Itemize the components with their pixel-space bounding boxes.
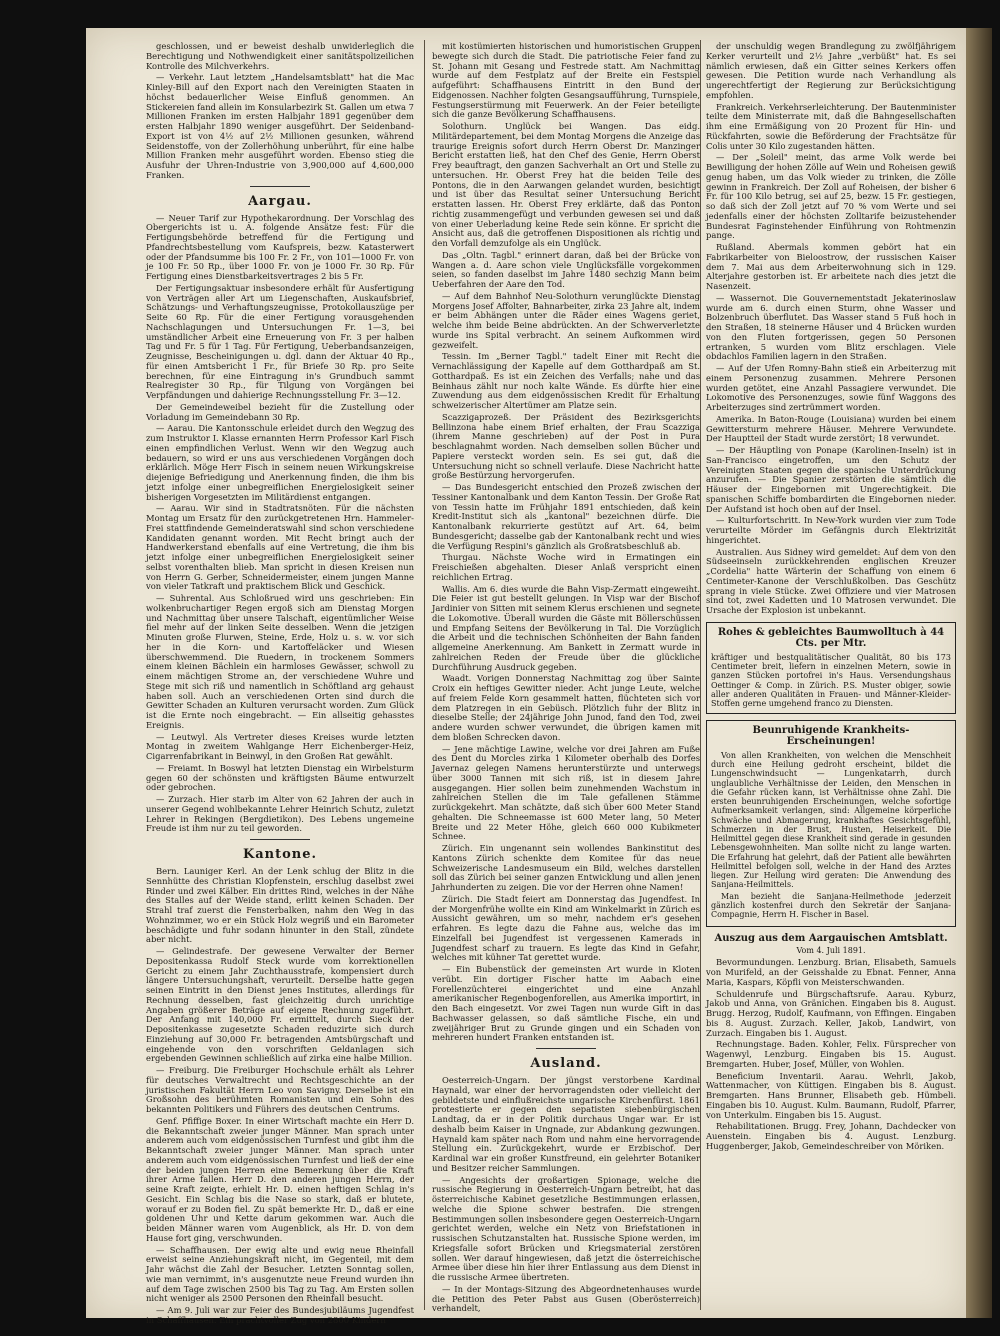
separator — [536, 1048, 596, 1049]
article-paragraph: Tessin. Im „Berner Tagbl." tadelt Einer mit Recht die Vernachlässigung der Kapelle auf dem Gotthardpaß am St. Gotthardpaß. Es ist ein Zeichen des Verfalls; nahe und das Beinhaus zählt nur noch kalte Wände. Es dürfte hier eine Zuwendung aus dem eidgenössischen Kredit für Erhaltung schweizerischer Altertümer am Platze sein. — [432, 351, 700, 410]
article-paragraph: — Freiamt. In Boswyl hat letzten Dienstag ein Wirbelsturm gegen 60 der schönsten und kräftigsten Bäume entwurzelt oder gebrochen. — [146, 762, 414, 793]
ad-title: Beunruhigende Krankheits-Erscheinungen! — [752, 724, 910, 748]
article-paragraph: — Jene mächtige Lawine, welche vor drei Jahren am Fuße des Dent du Morcles zirka 1 Kilometer oberhalb des Dorfes Javernaz gelegen Namens herunterstürzte und unterwegs über 3000 Tannen mit sich riß, ist in diesem Jahre ausgegangen. Hier sollen beim zunehmenden Wachstum in zahlreichen Stellen die im Tale gefallenen Stämme zurückgekehrt. Man schätzte, daß sich über 600 Meter Stand gehalten. Die Schneemasse ist 600 Meter lang, 50 Meter Breite und 22 Meter Höhe, gleich 660 000 Kubikmeter Schnee. — [432, 743, 700, 842]
article-paragraph: der unschuldig wegen Brandlegung zu zwölfjährigem Kerker verurteilt und 2½ Jahre „verbüßt" hat. Es sei nämlich erwiesen, daß ein Gitter seines Kerkers offen gewesen. Die Petition wurde nach Verhandlung als ungerechtfertigt der Regierung zur Berücksichtigung empfohlen. — [706, 41, 956, 100]
section-heading-aargau: Aargau. — [248, 193, 312, 209]
article-paragraph: — Das Bundesgericht entschied den Prozeß zwischen der Tessiner Kantonalbank und dem Kanton Tessin. Der Große Rat von Tessin hatte im Frühjahr 1891 entschieden, daß kein Kredit-Institut sich als „kantonal" bezeichnen dürfe. Die Kantonalbank rekurrierte gestützt auf Art. 64, beim Bundesgericht; dasselbe gab der Kantonalbank recht und wies die Verfügung Respini's gänzlich als Großratsbeschluß ab. — [432, 482, 700, 551]
column-2 — [432, 42, 700, 1316]
notice-paragraph: Beneficium Inventarii. Aarau. Wehrli, Jakob, Wattenmacher, von Küttigen. Eingaben bis 8. August. Bremgarten. Hans Brunner, Elisabeth geb. Hümbeli. Eingaben bis 10. August. Kulm. Baumann, Rudolf, Pfarrer, von Unterkulm. Eingaben bis 15. August. — [706, 1070, 956, 1120]
book-spine — [966, 28, 992, 1318]
section-heading-ausland: Ausland. — [530, 1056, 602, 1071]
article-paragraph: geschlossen, und er beweist deshalb unwiderleglich die Berechtigung und Nothwendigkeit einer sanitätspolizeilichen Kontrolle des Milchverkehrs. — [146, 41, 414, 71]
article-paragraph: — Auf dem Bahnhof Neu-Solothurn verunglückte Dienstag Morgens Josef Affolter, Bahnarbeiter, zirka 23 Jahre alt, indem er beim Abhängen unter die Räder eines Wagens geriet, welche ihm beide Beine abdrückten. An der Schwerverletzte wurde ins Spital verbracht. An seinem Aufkommen wird gezweifelt. — [432, 290, 700, 350]
article-paragraph: — Angesichts der großartigen Spionage, welche die russische Regierung in Oesterreich-Ungarn betreibt, hat das österreichische Kabinet gesetzliche Bestimmungen erlassen, welche die Spione schwer bestrafen. Die strengen Bestimmungen sollen insbesondere gegen Oesterreich-Ungarn gerichtet werden, welche ein Netz von Briefstationen in russischen Schutzanstalten hat. Russische Spione werden, im Kriegsfalle sofort Brücken und Kriegsmaterial zerstören sollen. Wer darauf hingewiesen, daß jetzt die österreichische Armee über diese hin hier ihrer Entlassung aus dem Dienst in die russische Armee übertreten. — [432, 1174, 700, 1283]
notice-paragraph: Rehabilitationen. Brugg. Frey, Johann, Dachdecker von Auenstein. Eingaben bis 4. August. Lenzburg. Huggenberger, Jakob, Gemeindeschreiber von Möriken. — [706, 1121, 956, 1151]
separator — [250, 839, 310, 840]
article-paragraph: — Zurzach. Hier starb im Alter von 62 Jahren der auch in unserer Gegend wohlbekannte Lehrer Heinrich Schutz, zuletzt Lehrer in Rekingen (Bergdietikon). Des Lebens ungemeine Freude ist ihm nur zu teil geworden. — [146, 794, 414, 834]
ad-title: Rohes & gebleichtes Baumwolltuch à 44 Cts. per Mtr. — [717, 626, 945, 650]
article-paragraph: Das „Oltn. Tagbl." erinnert daran, daß bei der Brücke von Wangen a. d. Aare schon viele Unglücksfälle vorgekommen seien, so fanden daselbst im Jahre 1480 sechzig Mann beim Ueberfahren der Aare den Tod. — [432, 249, 700, 289]
section-heading-kantone: Kantone. — [242, 847, 318, 863]
ad-paragraph: Man bezieht die Sanjana-Heilmethode jederzeit gänzlich kostenfrei durch den Sekretär der Sanjana-Compagnie, Herrn H. Fischer in Basel. — [711, 891, 951, 920]
article-paragraph: Rußland. Abermals kommen gebört hat ein Fabrikarbeiter von Bieloostrow, der russischen Kaiser dem 7. Mai aus dem Arbeiterwohnung sich in 129. Alterjahre gestorben ist. Er arbeitete nach dies jetzt die Nasenzeit. — [706, 242, 956, 291]
article-paragraph: Oesterreich-Ungarn. Der jüngst verstorbene Kardinal Haynald, war einer der hervorragendsten oder vielleicht der gebildetste und einflußreichste ungarische Kirchenfürst. 1861 protestierte er gegen den sepatisten siebenbürgischen Landtag, da er in der Politik durchaus Ungar war. Er ist deshalb beim Kaiser in Ungnade, zur Abdankung gezwungen. Haynald kam später nach Rom und nahm eine hervorragende Stellung ein. Zurückgekehrt, wurde er Erzbischof. Der Kardinal war ein großer Kunstfreund, ein gelehrter Botaniker und Besitzer reicher Sammlungen. — [432, 1075, 700, 1173]
advertisement-box — [706, 720, 956, 927]
notice-paragraph: Bevormundungen. Lenzburg. Brian, Elisabeth, Samuels von Murifeld, an der Geisshalde zu Ebnat. Fenner, Anna Maria, Kaspars, Köpfli von Meisterschwanden. — [706, 957, 956, 987]
article-paragraph: — Schaffhausen. Der ewig alte und ewig neue Rheinfall erweist seine Anziehungskraft nicht, im Gegenteil, mit dem Jahr wächst die Zahl der Besucher. Letzten Sonntag sollen, wie man vernimmt, in's ausgenutzte neue Freund wurden ihn auf dem Tage zwischen 2500 bis Tag zu Tag. Am Ersten sollen nicht weniger als 2500 Personen den Rheinfall besucht. — [146, 1244, 414, 1304]
article-paragraph: Der Gemeindeweibel bezieht für die Zustellung oder Vorladung im Gemeindebann 30 Rp. — [146, 401, 414, 422]
article-paragraph: — Suhrental. Aus Schloßrued wird uns geschrieben: Ein wolkenbruchartiger Regen ergoß sich am Dienstag Morgen und Nachmittag über unsere Talschaft, eigentümlicher Weise fiel mehr auf der linken Seite desselben. Wenn die jetzigen Minuten große Flurwen, Steine, Erde, Holz u. s. w. vor sich her in die Korn- und Kartoffeläcker und Wiesen überschwemmend. Die Ruedern, in trockenem Sommers einem kleinen Bächlein ein harmloses Gewässer, schwoll zu einem mächtigen Strome an, der verschiedene Wuhre und Stege mit sich riß und namentlich in Schöftland arg gehaust haben soll. Auch an verschiedenen Orten sind durch die Gewitter Schaden an Kulturen verursacht worden. Zum Glück ist die Ernte noch eingebracht. — Ein allseitig gehasstes Ereignis. — [146, 593, 414, 730]
article-paragraph: — Leutwyl. Als Vertreter dieses Kreises wurde letzten Montag in zweitem Wahlgange Herr Eichenberger-Heiz, Cigarrenfabrikant in Beinwyl, in den Großen Rat gewählt. — [146, 731, 414, 762]
article-paragraph: Genf. Pfiffige Boxer. In einer Wirtschaft machte ein Herr D. die Bekanntschaft zweier junger Männer. Man sprach unter anderem auch vom eidgenössischen Turnfest und gibt ihm die Bekanntschaft zweier junger Männer. Man sprach unter anderem auch vom eidgenössischen Turnfest und ließ der eine der beiden jungen Herren eine Bemerkung über die Kraft ihrer Arme fallen. Herr D. den anderen jungen Herrn, der seine Kraft zeigte, erhielt Hr. D. einen heftigen Schlag in's Gesicht. Ein Schlag bis die Nase so stark, daß er blutete, worauf er zu Boden fiel. Zu spät bemerkte Hr. D., daß er eine goldenen Uhr und Kette darum gekommen war. Auch die beiden Männer waren vom Augenblick, als Hr. D. von dem Hause fort ging, verschwunden. — [146, 1115, 414, 1243]
article-paragraph: — In der Montags-Sitzung des Abgeordnetenhauses wurde die Petition des Peter Pabst aus Gusen (Oberösterreich) verhandelt, — [432, 1283, 700, 1314]
article-paragraph: — Verkehr. Laut letztem „Handelsamtsblatt" hat die Mac Kinley-Bill auf den Export nach den Vereinigten Staaten in höchst bedauerlicher Weise Einfluß genommen. An Stickereien fand allein im Konsularbezirk St. Gallen um etwa 7 Millionen Franken im ersten Halbjahr 1891 gegenüber dem ersten Halbjahr 1890 weniger ausgeführt. Der Seidenband-Export ist von 4½ auf 2½ Millionen gesunken, während Seidenstoffe, von der Zollerhöhung unberührt, für eine halbe Million Franken mehr ausgeführt worden. Ebenso stieg die Ausfuhr der Uhren-Industrie von 3,900,000 auf 4,600,000 Franken. — [146, 72, 414, 180]
column-1 — [146, 42, 414, 1328]
amtsblatt-date: Vom 4. Juli 1891. — [796, 946, 866, 956]
article-paragraph: — Auf der Ufen Romny-Bahn stieß ein Arbeiterzug mit einem Personenzug zusammen. Mehrere Personen wurden getötet, eine Anzahl Passagiere verwundet. Die Lokomotive des Personenzuges, sowie fünf Waggons des Arbeiterzuges sind zertrümmert worden. — [706, 363, 956, 412]
article-paragraph: Der Fertigungsaktuar insbesondere erhält für Ausfertigung von Verträgen aller Art um Liegenschaften, Auskaufsbrief, Schätzungs- und Verhaftungszeugnisse, Protokollauszüge per Seite 60 Rp. Für die einer Fertigung vorausgehenden Nachschlagungen und Untersuchungen Fr. 1—3, bei umständlicher Arbeit eine Erneuerung von Fr. 3 per halben Tag und Fr. 5 für 1 Tag. Für Fertigung, Ueberbandsanzeigen, Zeugnisse, Bescheinigungen u. dgl. dann der Aktuar 40 Rp., für einen Amtsbericht 1 Fr., für Briefe 30 Rp. pro Seite berechnen, für eine Eintragung in's Grundbuch sammt Realregister 30 Rp., für Tilgung von Vorgängen bei Verpfändungen und dahierige Rechnungsstellung Fr. 3—12. — [146, 282, 414, 401]
article-paragraph: — Gelindestrafe. Der gewesene Verwalter der Berner Depositenkassa Rudolf Steck wurde vom korrektionellen Gericht zu einem Jahr Zuchthausstrafe, kompensiert durch längere Untersuchungshaft, verurteilt. Derselbe hatte gegen seinen Eintritt in den Dienst jenes Institutes, allerdings für Rechnung desselben, fast gleichzeitig durch unrichtige Angaben größerer Beträge auf eigene Rechnung zugeführt. Der Anfang mit 140,000 Fr. ermittelt, durch Sieck der Depositenkasse zugesetzte Schaden reduzirte sich durch Einziehung auf 30,000 Fr. betragenden Amtsbürgschaft und eingehende von den vorschriften Geldanlagen sich ergebenden Gewinnen schließlich auf zirka eine halbe Million. — [146, 946, 414, 1064]
separator — [250, 186, 310, 187]
article-paragraph: Zürich. Die Stadt feiert am Donnerstag das Jugendfest. In der Morgenfrühe wollte ein Kind am Winkelmarkt in Zürich es Aussicht gewähren, um so mehr, nachdem er's gesehen erfahren. Es legte dazu die Fahne aus, welche das im Einzelfall bei Jugendfest ist vergessenen Kamerads in Jugendfest scharf zu trauern. Es legte das Kind in Gefahr, welches mit kühner Tat gerettet wurde. — [432, 893, 700, 963]
article-paragraph: — Am 9. Juli war zur Feier des Bundesjubiläums Jugendfest in Schaffhausen. Ein prachtvoller Zug von 2800 Kindern — [146, 1305, 414, 1325]
ad-paragraph: Von allen Krankheiten, von welchen die Menschheit durch eine Heilung gedroht erscheint, bildet die Lungenschwindsucht — Lungenkatarrh, durch unglaubliche Verhältnisse der Leiden, den Menschen in die Gefahr rücken kann, ist Verhältnisse ohne Zahl. Die ersten beunruhigenden Erscheinungen, welche sofortige Aufmerksamkeit verlangen, sind: Allgemeine körperliche Schwäche und Abmagerung, krankhaftes Gesichtsgefühl, Schmerzen in der Brust, Husten, Heiserkeit. Die Heilmittel gegen diese Krankheit sind gerade in gesunden Lebensgewohnheiten. Man sollte nicht zu lange warten. Die Erfahrung hat gelehrt, daß der Patient alle bewährten Heilmittel befolgen soll, welche in der Hand des Arztes liegen. Zur Heilung wird geraten: Die Anwendung des Sanjana-Heilmittels. — [711, 750, 951, 890]
article-paragraph: — Neuer Tarif zur Hypothekarordnung. Der Vorschlag des Obergerichts ist u. A. folgende Ansätze fest: Für die Fertigungsbehörde betreffend für die Fertigung und Pfandrechtsbestellung vom Kaufspreis, bezw. Katasterwert oder der Pfandsumme bis 100 Fr. 2 Fr., von 101—1000 Fr. von je 100 Fr. 50 Rp., über 1000 Fr. von je 1000 Fr. 30 Rp. Für Fertigung eines Dienstbarkeitsvertrages 2 bis 5 Fr. — [146, 212, 414, 282]
notice-paragraph: Schuldenrufe und Bürgschaftsrufe. Aarau. Kyburz, Jakob und Anna, von Gränichen. Eingaben bis 8. August. Brugg. Herzog, Rudolf, Kaufmann, von Effingen. Eingaben bis 8. August. Zurzach. Keller, Jakob, Landwirt, von Zurzach. Eingaben bis 1. August. — [706, 988, 956, 1038]
article-paragraph: Solothurn. Unglück bei Wangen. Das eidg. Militärdepartement, bei dem Montag Morgens die Anzeige das traurige Ereignis sofort durch Herrn Oberst Dr. Manzinger Bericht erstatten ließ, hat den Chef des Genie, Herrn Oberst Frey beauftragt, den ganzen Sachverhalt an Ort und Stelle zu untersuchen. Hr. Oberst Frey hat die beiden Teile des Pontons, die in den Aarwangen gelandet wurden, besichtigt und ist über das Resultat seiner Untersuchung Bericht erstatten lassen. Hr. Oberst Frey erklärte, daß das Ponton richtig zusammengefügt und verbunden gewesen sei und daß von einer Ueberladung keine Rede sein könne. Er spricht die Ansicht aus, daß die getroffenen Dispositionen als richtig und den Vorfall demzufolge als ein Unglück. — [432, 121, 700, 248]
article-paragraph: — Der „Soleil" meint, das arme Volk werde bei Bewilligung der hohen Zölle auf Wein und Roheisen gewiß genug haben, um das Volk wieder zu trinken, die Zölle gewinn in Frankreich. Der Zoll auf Roheisen, der bisher 6 Fr. für 100 Kilo betrug, sei auf 25, bezw. 15 Fr. gestiegen, so daß sich der Zoll jetzt auf 70 % vom Werte und sei jedenfalls einer der höchsten Zolltarife beizustehender Bundesrat Faginstehender Einführung von Rohtmenzin pange. — [706, 152, 956, 241]
advertisement-box — [706, 622, 956, 714]
article-paragraph: Wallis. Am 6. dies wurde die Bahn Visp-Zermatt eingeweiht. Die Feier ist gut bestellt gelungen. In Visp war der Bischof Jardinier von Sitten mit seinem Klerus erschienen und segnete die Lokomotive. Überall wurden die Gäste mit Böllerschüssen und Empfang Seitens der Bevölkerung in Tal. Die Vorzüglich die Arbeit und die technischen Schönheiten der Bahn fanden allgemeine Anerkennung. Am Bankett in Zermatt wurde in zahlreichen Reden der Freude über die glückliche Durchführung Ausdruck gegeben. — [432, 583, 700, 672]
article-paragraph: Waadt. Vorigen Donnerstag Nachmittag zog über Sainte Croix ein heftiges Gewitter nieder. Acht junge Leute, welche auf freiem Felde Korn gesammelt hatten, flüchteten sich vor dem Platzregen in ein Gebüsch. Plötzlich fuhr der Blitz in dieselbe Stelle; der 24jährige John Junod, fand den Tod, zwei andere wurden schwer verwundet, die übrigen kamen mit dem bloßen Schrecken davon. — [432, 673, 700, 742]
article-paragraph: — Kulturfortschritt. In New-York wurden vier zum Tode verurteilte Mörder im Gefängnis durch Elektrizität hingerichtet. — [706, 515, 956, 545]
article-paragraph: Zürich. Ein ungenannt sein wollendes Bankinstitut des Kantons Zürich schenkte dem Komitee für das neue Schweizerische Landesmuseum ein Bild, welches darstellen soll das Zürich bei seiner ganzen Entwicklung und allen jenen Jahrhunderten zu zeigen. Die vor der Herren ohne Namen! — [432, 843, 700, 892]
article-paragraph: Thurgau. Nächste Woche wird in Ermatingen ein Freischießen abgehalten. Dieser Anlaß verspricht einen reichlichen Ertrag. — [432, 552, 700, 582]
ad-body: kräftiger und bestqualitätischer Qualität, 80 bis 173 Centimeter breit, liefern in einzelnen Metern, sowie in ganzen Stücken portofrei in's Haus. Versendungshaus Oettinger & Comp. in Zürich. P.S. Muster obiger, sowie aller anderen Qualitäten in Frauen- und Männer-Kleider-Stoffen gerne umgehend franco zu Diensten. — [711, 652, 951, 709]
column-divider — [700, 40, 701, 1310]
article-paragraph: Australien. Aus Sidney wird gemeldet: Auf dem von den Südseeinseln zurückkehrenden englischen Kreuzer „Cordelia" hatte Wärterin der Schaffung von einem 6 Centimeter-Kanone der Verschlußkolben. Das Geschütz sprang in viele Stücke. Zwei Offiziere und vier Matrosen sind tot, zwei Kadetten und 10 Matrosen verwundet. Die Ursache der Explosion ist unbekannt. — [706, 546, 956, 615]
article-paragraph: — Aarau. Die Kantonsschule erleidet durch den Wegzug des zum Instruktor I. Klasse ernannten Herrn Professor Karl Fisch einen empfindlichen Verlust. Wenn wir den Wegzug auch bedauern, so wird er uns aus verschiedenen Vorgängen doch erklärlich. Möge Herr Fisch in seinem neuen Wirkungskreise diejenige Befriedigung und Anerkennung finden, die ihm bis jetzt infolge einer unbegreiflichen Energielosigkeit seiner bisherigen Vorgesetzten im Militärdienst entgangen. — [146, 423, 414, 502]
column-3 — [706, 42, 956, 1154]
article-paragraph: Amerika. In Baton-Rouge (Louisiana) wurden bei einem Gewittersturm mehrere Häuser. Mehrere Verwundete. Der Hauptteil der Stadt wurde zerstört; 18 verwundet. — [706, 413, 956, 444]
article-paragraph: Scazzigaprozeß. Der Präsident des Bezirksgerichts Bellinzona habe einem Brief erhalten, der Frau Scazziga (ihrem Manne geschrieben) auf der Post in Pura beschlagnahmt worden. Nach demselben sollen Bücher und Papiere versteckt worden sein. Es sei gut, daß die Untersuchung nicht so schnell verlaufe. Diese Nachricht hatte große Bestürzung hervorgerufen. — [432, 411, 700, 481]
notice-paragraph: Rechnungstage. Baden. Kohler, Felix. Fürsprecher von Wagenwyl, Lenzburg. Eingaben bis 15. August. Bremgarten. Huber, Josef, Müller, von Wohlen. — [706, 1039, 956, 1069]
article-paragraph: — Ein Bubenstück der gemeinsten Art wurde in Kloten verübt. Ein dortiger Fischer hatte im Aabach eine Forellenzüchterei eingerichtet und eine Anzahl amerikanischer Regenbogenforellen, aus Amerika importirt, in den Bach eingesetzt. Vor zwei Tagen nun wurde Gift in das Bachwasser gelassen, so daß sämtliche Fische, ein und zweijähriger Brut zu Grunde gingen und ein Schaden von mehreren hundert Franken entstanden ist. — [432, 964, 700, 1043]
article-paragraph: — Aarau. Wir sind in Stadtratsnöten. Für die nächsten Montag um Ersatz für den zurückgetretenen Hrn. Hammeler-Frei stattfindende Gemeinderatswahl sind schon verschiedene Kandidaten genannt worden. Mit Recht bringt auch der Handwerkerstand ebenfalls auf eine Vertretung, die ihm bis jetzt infolge einer unbegreiflichen Energielosigkeit seiner selbst vorenthalten blieb. Man spricht in diesen Kreisen nun von Herrn G. Gerber, Schneidermeister, einem jungen Manne von vieler Tatkraft und praktischem Blick und Geschick. — [146, 503, 414, 592]
article-paragraph: mit kostümierten historischen und humoristischen Gruppen bewegte sich durch die Stadt. Die patriotische Feier fand zu St. Johann mit Gesang und Festrede statt. Am Nachmittag wurde auf dem Festplatz auf der Breite ein Festspiel aufgeführt: Schaffhausens Eintritt in den Bund der Eidgenossen. Nachher folgten Gesangsaufführung, Turnspiele, Festungserstürmung mit Feuerwerk. An der Feier beteiligte sich die ganze Bevölkerung Schaffhausens. — [432, 41, 700, 120]
article-paragraph: Bern. Launiger Kerl. An der Lenk schlug der Blitz in die Sennhütte des Christian Klopfenstein, erschlug daselbst zwei Rinder und zwei Kälber. Ein drittes Rind, welches in der Nähe des Stalles auf der Weide stand, erlitt keinen Schaden. Der Strahl traf zuerst die Fensterbalken, nahm den Weg in das Wohnzimmer, wo er ein Stück Holz wegriß und ein Barometer beschädigte und fuhr sodann hinunter in den Stall, zündete aber nicht. — [146, 866, 414, 945]
article-paragraph: — Freiburg. Die Freiburger Hochschule erhält als Lehrer für deutsches Verwaltrecht und Rechtsgeschichte an der juristischen Fakultät Herrn Leo von Savigny. Derselbe ist ein Großsohn des berühmten Romanisten und ein Sohn des bekannten Politikers und Führers des deutschen Centrums. — [146, 1065, 414, 1115]
amtsblatt-heading: Auszug aus dem Aargauischen Amtsblatt. — [714, 932, 948, 944]
column-divider — [424, 40, 425, 1310]
article-paragraph: Frankreich. Verkehrserleichterung. Der Bautenminister teilte dem Ministerrate mit, daß die Bahngesellschaften ihm eine Ermäßigung von 20 Prozent für Hin- und Rückfahrten, sowie die Beförderung der Frachtsätze für Colis unter 30 Kilo zugestanden hätten. — [706, 101, 956, 151]
article-paragraph: — Der Häuptling von Ponape (Karolinen-Inseln) ist in San-Francisco eingetroffen, um den Schutz der Vereinigten Staaten gegen die spanische Unterdrückung anzurufen. — Die Spanier zerstörten die sämtlich die Häuser der Eingebornen mit Ungerechtigkeit. Die spanischen Schiffe bombardirten die Eingebornen nieder. Der Aufstand ist hoch oben auf der Insel. — [706, 445, 956, 514]
article-paragraph: — Wassernot. Die Gouvernementstadt Jekaterinoslaw wurde am 6. durch einen Sturm, ohne Wasser und Bolzenbruch überflutet. Das Wasser stand 5 Fuß hoch in den Straßen, 18 steinerne Häuser und 4 Brücken wurden von den Fluten fortgerissen, gegen 50 Personen ertranken, 5 wurden vom Blitz erschlagen. Viele obdachlos Familien lagern in den Straßen. — [706, 292, 956, 362]
